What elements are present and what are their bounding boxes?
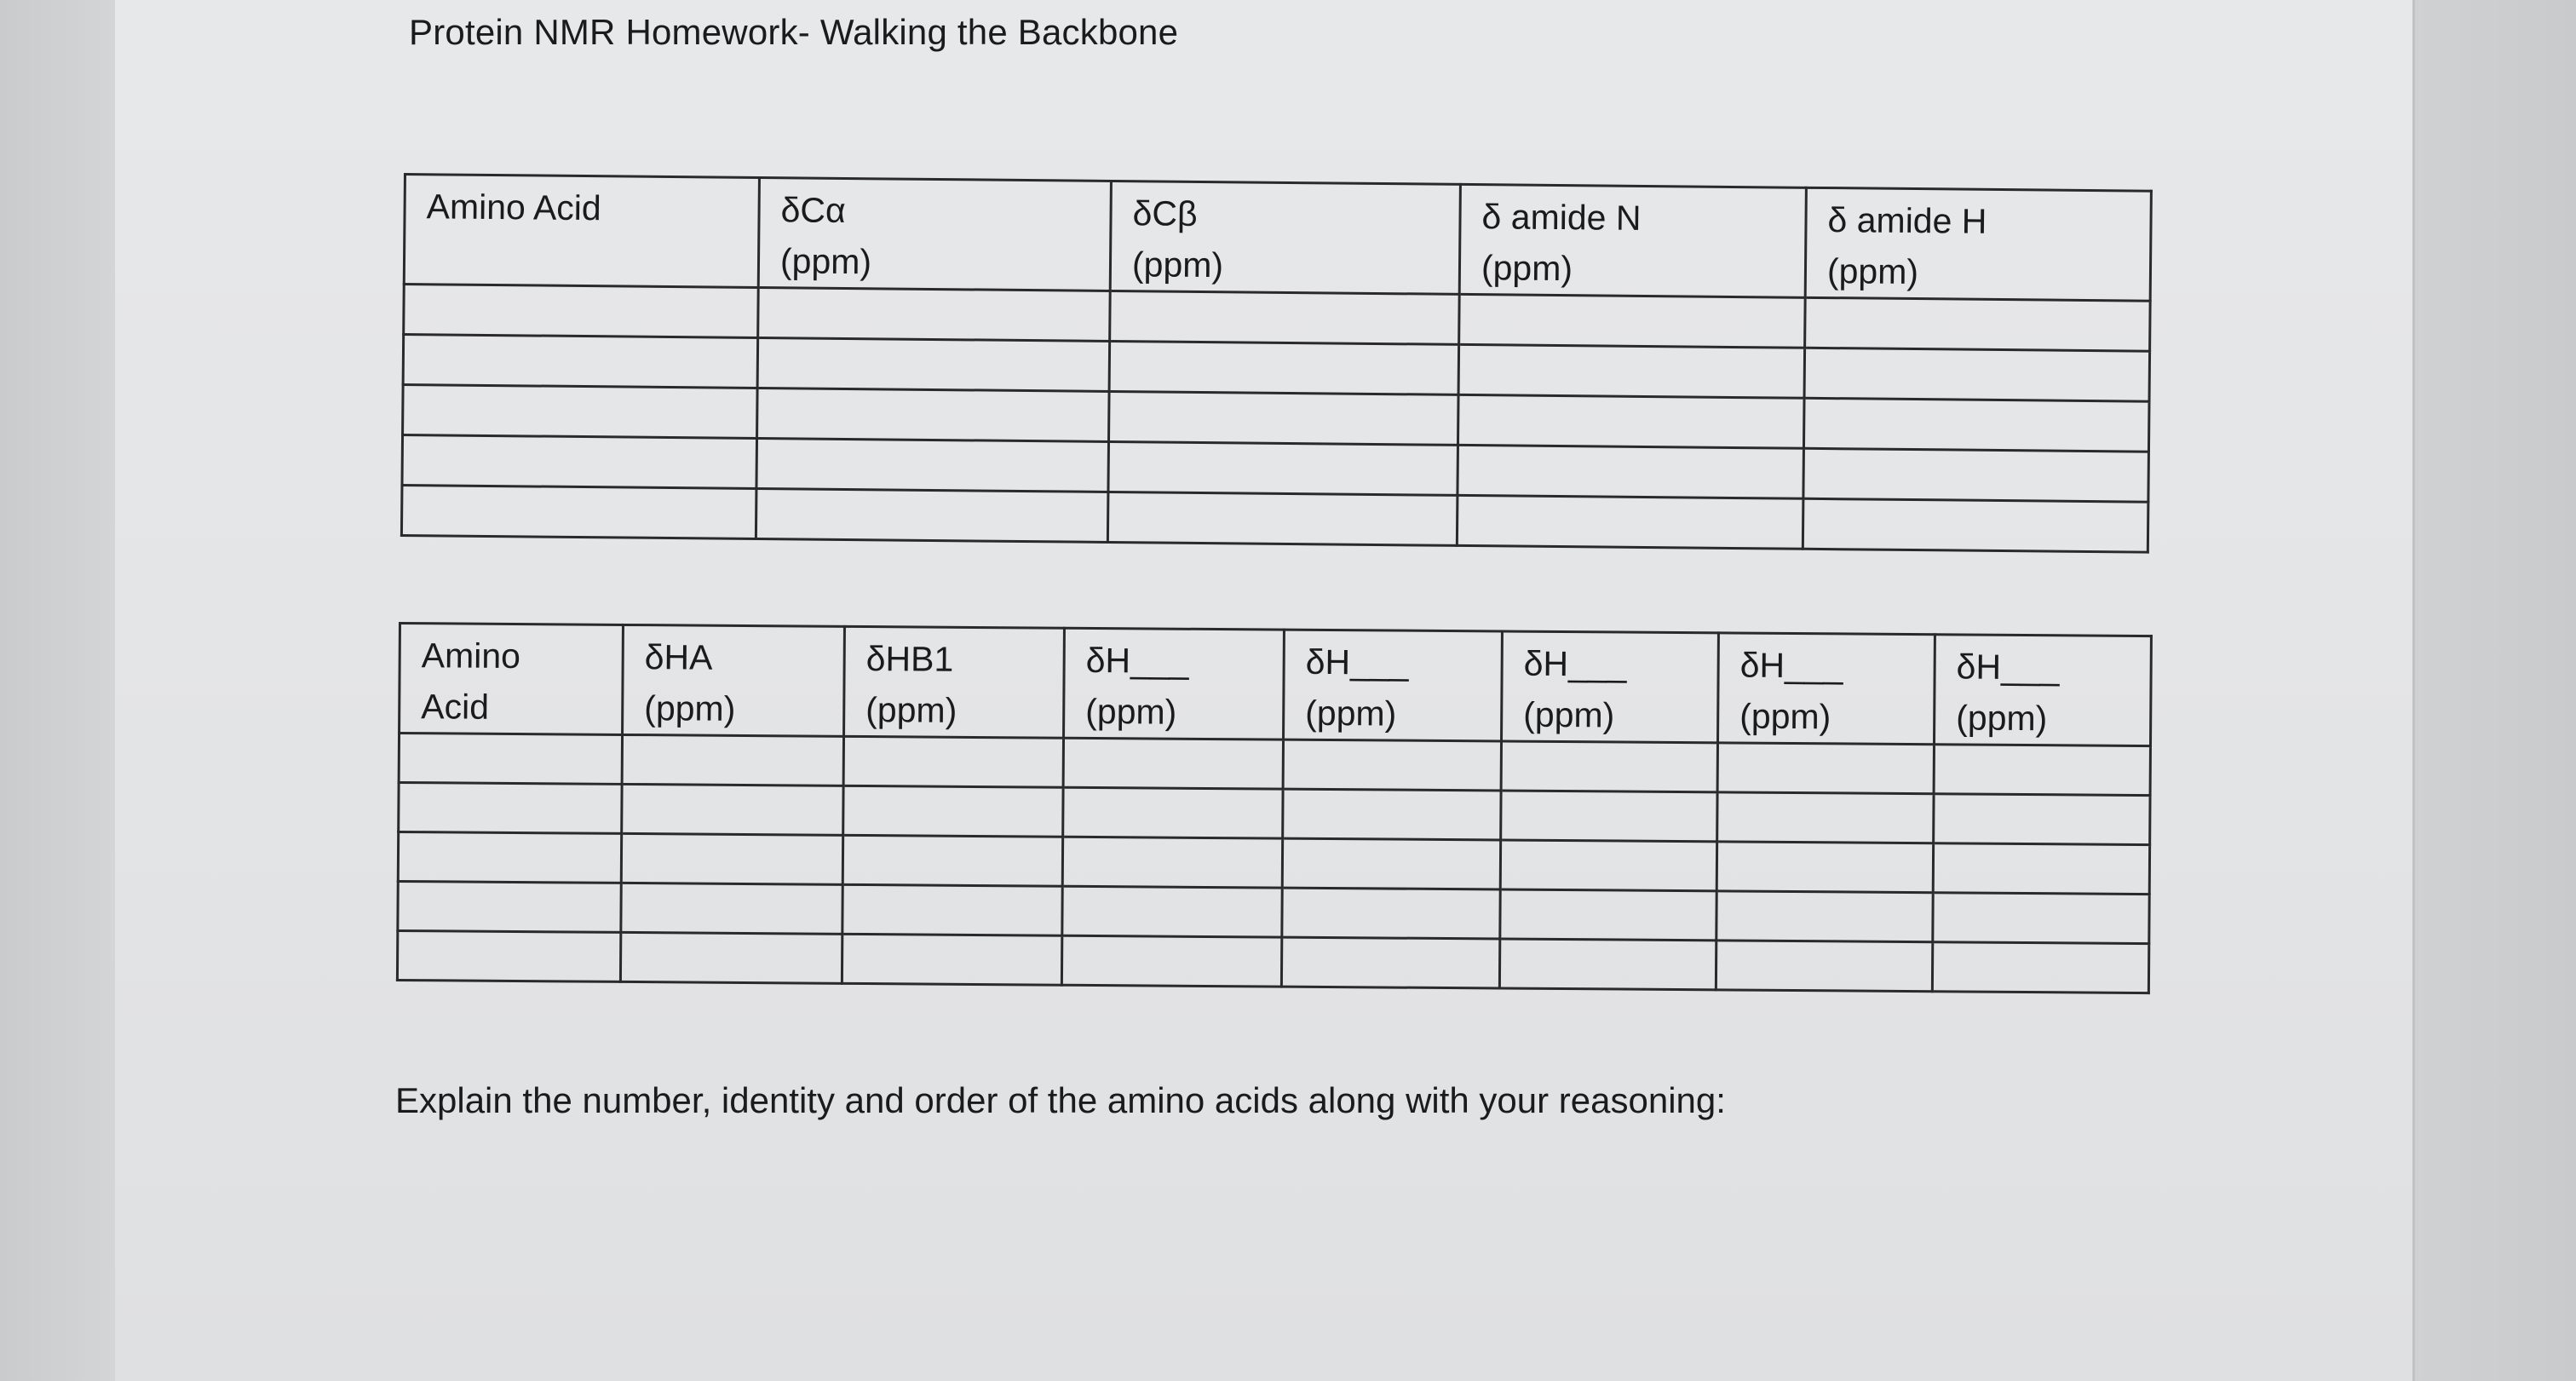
table-cell[interactable]	[756, 488, 1108, 542]
table-cell[interactable]	[1062, 837, 1282, 888]
table-cell[interactable]	[1716, 941, 1932, 992]
table-cell[interactable]	[1063, 738, 1283, 789]
table-cell[interactable]	[398, 832, 621, 883]
header-amide-n: δ amide N (ppm)	[1459, 184, 1806, 297]
table-cell[interactable]	[1283, 789, 1501, 840]
table-cell[interactable]	[1457, 495, 1803, 549]
header-h-blank: δH___ (ppm)	[1502, 631, 1719, 743]
table-cell[interactable]	[843, 785, 1063, 837]
table-cell[interactable]	[1933, 893, 2149, 944]
table-cell[interactable]	[1281, 937, 1499, 988]
header-h-alpha: δHA (ppm)	[623, 624, 845, 736]
table-cell[interactable]	[1717, 792, 1934, 843]
table-cell[interactable]	[1109, 341, 1459, 394]
table-cell[interactable]	[620, 932, 842, 983]
table-cell[interactable]	[399, 734, 622, 785]
table-cell[interactable]	[757, 337, 1110, 391]
table-cell[interactable]	[621, 833, 842, 884]
table-header-row	[404, 175, 2151, 302]
table-cell[interactable]	[398, 882, 621, 933]
table-cell[interactable]	[622, 734, 843, 785]
header-h-blank: δH___ (ppm)	[1284, 630, 1503, 741]
table-cell[interactable]	[757, 388, 1110, 441]
table-cell[interactable]	[1501, 791, 1717, 842]
table-cell[interactable]	[402, 435, 757, 489]
desk-background-right	[2412, 0, 2576, 1381]
table-cell[interactable]	[1107, 492, 1458, 545]
header-h-beta1: δHB1 (ppm)	[844, 626, 1065, 738]
table-cell[interactable]	[843, 736, 1063, 787]
table-cell[interactable]	[1063, 787, 1283, 838]
desk-background-left	[0, 0, 115, 1381]
table-cell[interactable]	[1282, 838, 1500, 889]
table-cell[interactable]	[1716, 842, 1933, 893]
table-cell[interactable]	[1933, 843, 2149, 895]
table-header-row	[400, 624, 2152, 746]
table-cell[interactable]	[1458, 344, 1805, 398]
table-cell[interactable]	[1717, 743, 1934, 794]
table-cell[interactable]	[1803, 398, 2149, 452]
table-cell[interactable]	[403, 335, 758, 388]
table-cell[interactable]	[1803, 498, 2148, 552]
table-cell[interactable]	[842, 884, 1062, 935]
table-cell[interactable]	[758, 288, 1111, 342]
header-h-blank: δH___ (ppm)	[1934, 635, 2151, 746]
table-cell[interactable]	[1804, 348, 2150, 401]
header-amino-acid: Amino Acid	[400, 624, 624, 735]
table-cell[interactable]	[401, 485, 756, 538]
table-cell[interactable]	[622, 784, 843, 835]
header-amino-acid: Amino Acid	[404, 175, 759, 288]
table-cell[interactable]	[403, 385, 758, 439]
table-cell[interactable]	[1282, 888, 1500, 939]
table-cell[interactable]	[1283, 739, 1501, 791]
table-cell[interactable]	[1500, 889, 1716, 941]
chemical-shift-table-backbone	[400, 173, 2153, 554]
table-cell[interactable]	[1716, 891, 1933, 942]
table-cell[interactable]	[842, 934, 1061, 985]
header-c-alpha: δCα (ppm)	[758, 178, 1111, 291]
table-cell[interactable]	[399, 783, 622, 834]
explanation-prompt: Explain the number, identity and order of the amino acids along with your reasoning:	[395, 1080, 1726, 1120]
table-cell[interactable]	[1109, 391, 1459, 445]
page-title: Protein NMR Homework- Walking the Backbone	[409, 12, 1179, 52]
table-cell[interactable]	[1934, 794, 2150, 845]
table-cell[interactable]	[756, 438, 1109, 492]
chemical-shift-table-protons	[396, 622, 2153, 994]
table-cell[interactable]	[621, 883, 842, 934]
table-cell[interactable]	[404, 285, 759, 338]
table-cell[interactable]	[842, 835, 1062, 886]
header-c-beta: δCβ (ppm)	[1110, 181, 1460, 294]
header-h-blank: δH___ (ppm)	[1064, 628, 1285, 739]
table-cell[interactable]	[1108, 441, 1458, 495]
table-cell[interactable]	[1458, 394, 1804, 448]
table-cell[interactable]	[1061, 935, 1281, 987]
table-cell[interactable]	[1110, 291, 1460, 344]
table-cell[interactable]	[397, 931, 620, 982]
table-cell[interactable]	[1934, 745, 2150, 796]
table-cell[interactable]	[1500, 840, 1716, 891]
table-cell[interactable]	[1805, 297, 2151, 351]
table-cell[interactable]	[1932, 942, 2148, 993]
table-cell[interactable]	[1803, 448, 2149, 502]
table-cell[interactable]	[1062, 886, 1282, 937]
table-cell[interactable]	[1459, 294, 1806, 348]
table-cell[interactable]	[1458, 445, 1804, 498]
header-h-blank: δH___ (ppm)	[1718, 633, 1935, 745]
header-amide-h: δ amide H (ppm)	[1805, 187, 2151, 301]
table-cell[interactable]	[1501, 741, 1717, 792]
table-cell[interactable]	[1499, 939, 1716, 990]
